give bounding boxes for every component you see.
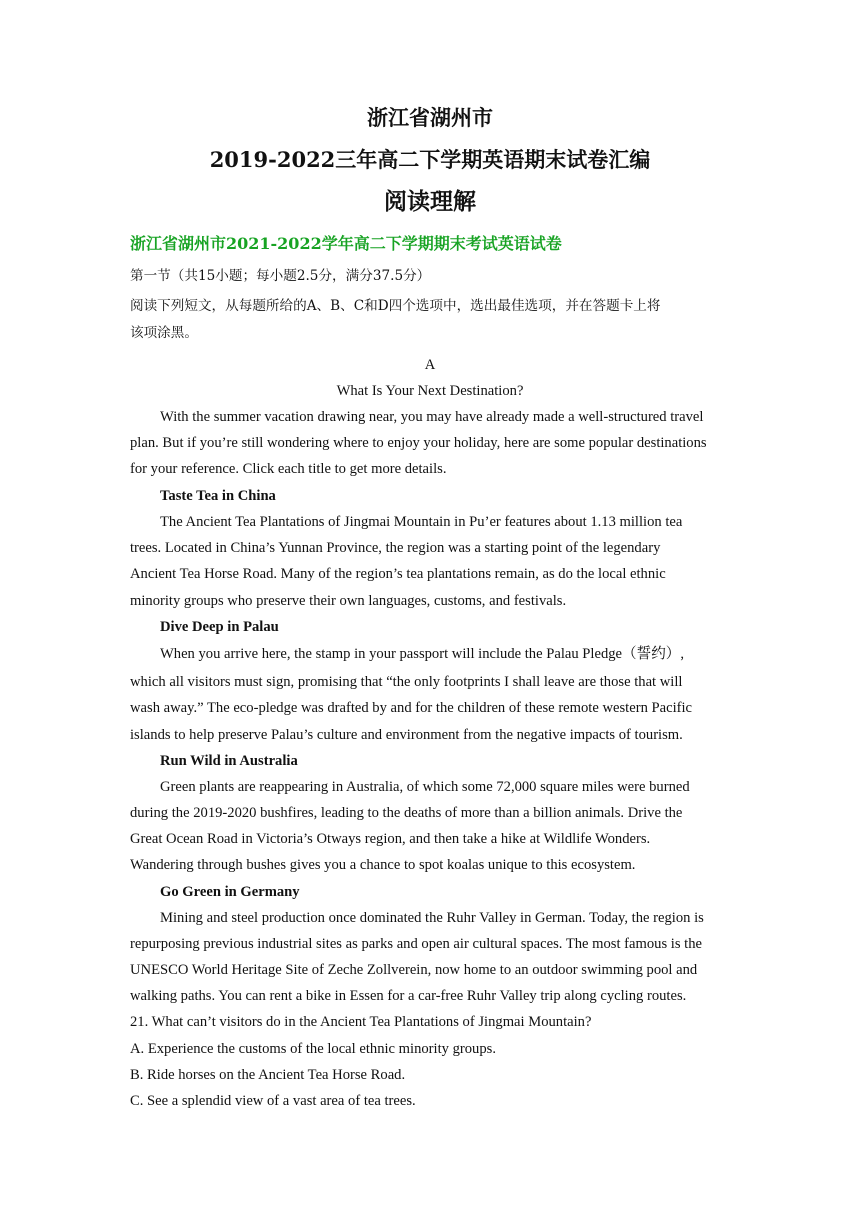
paragraph-line: trees. Located in China’s Yunnan Province, the region was a starting point of the legendary xyxy=(130,540,661,556)
paragraph-line: which all visitors must sign, promising that “the only footprints I shall leave are those that will xyxy=(130,674,683,690)
passage-title: What Is Your Next Destination? xyxy=(336,383,524,399)
paragraph-line: plan. But if you’re still wondering where to enjoy your holiday, here are some popular destinations xyxy=(130,435,707,451)
question-stem: 21. What can’t visitors do in the Ancient Tea Plantations of Jingmai Mountain? xyxy=(130,1014,592,1030)
exam-title: 浙江省湖州市2021-2022学年高二下学期期末考试英语试卷 xyxy=(130,234,562,253)
page-title-region: 浙江省湖州市 xyxy=(367,105,493,130)
paragraph-line: for your reference. Click each title to get more details. xyxy=(130,461,447,477)
directions-line: 该项涂黑。 xyxy=(130,325,198,341)
paragraph-line: Green plants are reappearing in Australia, of which some 72,000 square miles were burned xyxy=(160,779,690,795)
paragraph-line: Mining and steel production once dominated the Ruhr Valley in German. Today, the region is xyxy=(160,910,704,926)
paragraph-line: With the summer vacation drawing near, you may have already made a well-structured travel xyxy=(160,409,704,425)
paragraph-line: The Ancient Tea Plantations of Jingmai Mountain in Pu’er features about 1.13 million tea xyxy=(160,514,683,530)
paragraph-line: Great Ocean Road in Victoria’s Otways region, and then take a hike at Wildlife Wonders. xyxy=(130,831,651,847)
paragraph-line: repurposing previous industrial sites as parks and open air cultural spaces. The most famous is the xyxy=(130,936,703,952)
subsection-heading: Go Green in Germany xyxy=(160,884,300,900)
page-title-collection: 2019-2022三年高二下学期英语期末试卷汇编 xyxy=(209,147,651,172)
paragraph-line: UNESCO World Heritage Site of Zeche Zollverein, now home to an outdoor swimming pool and xyxy=(130,962,698,978)
answer-option: A. Experience the customs of the local ethnic minority groups. xyxy=(130,1041,496,1057)
directions-line: 阅读下列短文，从每题所给的A、B、C和D四个选项中，选出最佳选项，并在答题卡上将 xyxy=(130,298,661,314)
subsection-heading: Taste Tea in China xyxy=(160,488,276,504)
answer-option: B. Ride horses on the Ancient Tea Horse Road. xyxy=(130,1067,406,1083)
paragraph-line: Wandering through bushes gives you a chance to spot koalas unique to this ecosystem. xyxy=(130,857,636,873)
subsection-heading: Dive Deep in Palau xyxy=(160,619,279,635)
paragraph-line: wash away.” The eco-pledge was drafted by and for the children of these remote western Pacific xyxy=(130,700,693,716)
paragraph-line: during the 2019-2020 bushfires, leading to the deaths of more than a billion animals. Drive the xyxy=(130,805,683,821)
paragraph-line: walking paths. You can rent a bike in Essen for a car-free Ruhr Valley trip along cycling routes. xyxy=(130,988,687,1004)
section-info: 第一节（共15小题；每小题2.5分，满分37.5分） xyxy=(130,268,431,284)
subsection-heading: Run Wild in Australia xyxy=(160,753,298,769)
paragraph-line: minority groups who preserve their own languages, customs, and festivals. xyxy=(130,593,567,609)
page-title-section: 阅读理解 xyxy=(384,188,476,215)
paragraph-line: islands to help preserve Palau’s culture and environment from the negative impacts of tourism. xyxy=(130,727,683,743)
paragraph-line: When you arrive here, the stamp in your passport will include the Palau Pledge（誓约）, xyxy=(160,646,685,662)
paragraph-line: Ancient Tea Horse Road. Many of the region’s tea plantations remain, as do the local ethnic xyxy=(130,566,666,582)
passage-label: A xyxy=(424,357,436,373)
answer-option: C. See a splendid view of a vast area of tea trees. xyxy=(130,1093,416,1109)
